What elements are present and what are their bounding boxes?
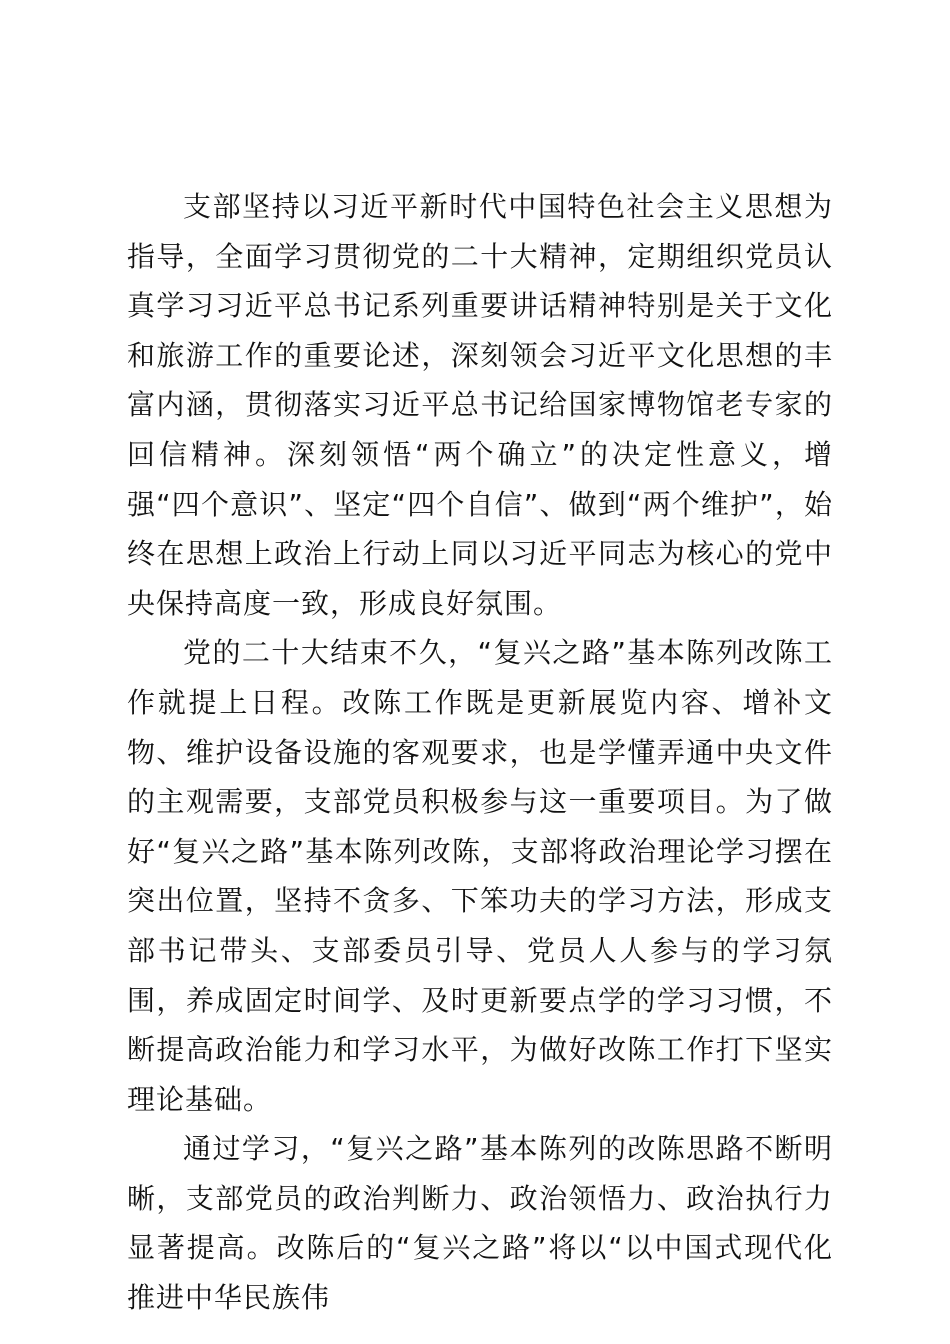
document-page [127,182,833,1323]
paragraph-1: 支部坚持以习近平新时代中国特色社会主义思想为指导，全面学习贯彻党的二十大精神，定期组织党员认真学习习近平总书记系列重要讲话精神特别是关于文化和旅游工作的重要论述，深刻领会习近平文化思想的丰富内涵，贯彻落实习近平总书记给国家博物馆老专家的回信精神。深刻领悟“两个确立”的决定性意义，增强“四个意识”、坚定“四个自信”、做到“两个维护”，始终在思想上政治上行动上同以习近平同志为核心的党中央保持高度一致，形成良好氛围。 [127,190,833,620]
paragraph-3: 通过学习，“复兴之路”基本陈列的改陈思路不断明晰，支部党员的政治判断力、政治领悟力、政治执行力显著提高。改陈后的“复兴之路”将以“以中国式现代化推进中华民族伟 [127,1132,833,1315]
paragraph-2: 党的二十大结束不久，“复兴之路”基本陈列改陈工作就提上日程。改陈工作既是更新展览内容、增补文物、维护设备设施的客观要求，也是学懂弄通中央文件的主观需要，支部党员积极参与这一重要项目。为了做好“复兴之路”基本陈列改陈，支部将政治理论学习摆在突出位置，坚持不贪多、下笨功夫的学习方法，形成支部书记带头、支部委员引导、党员人人参与的学习氛围，养成固定时间学、及时更新要点学的学习习惯，不断提高政治能力和学习水平，为做好改陈工作打下坚实理论基础。 [127,636,833,1116]
